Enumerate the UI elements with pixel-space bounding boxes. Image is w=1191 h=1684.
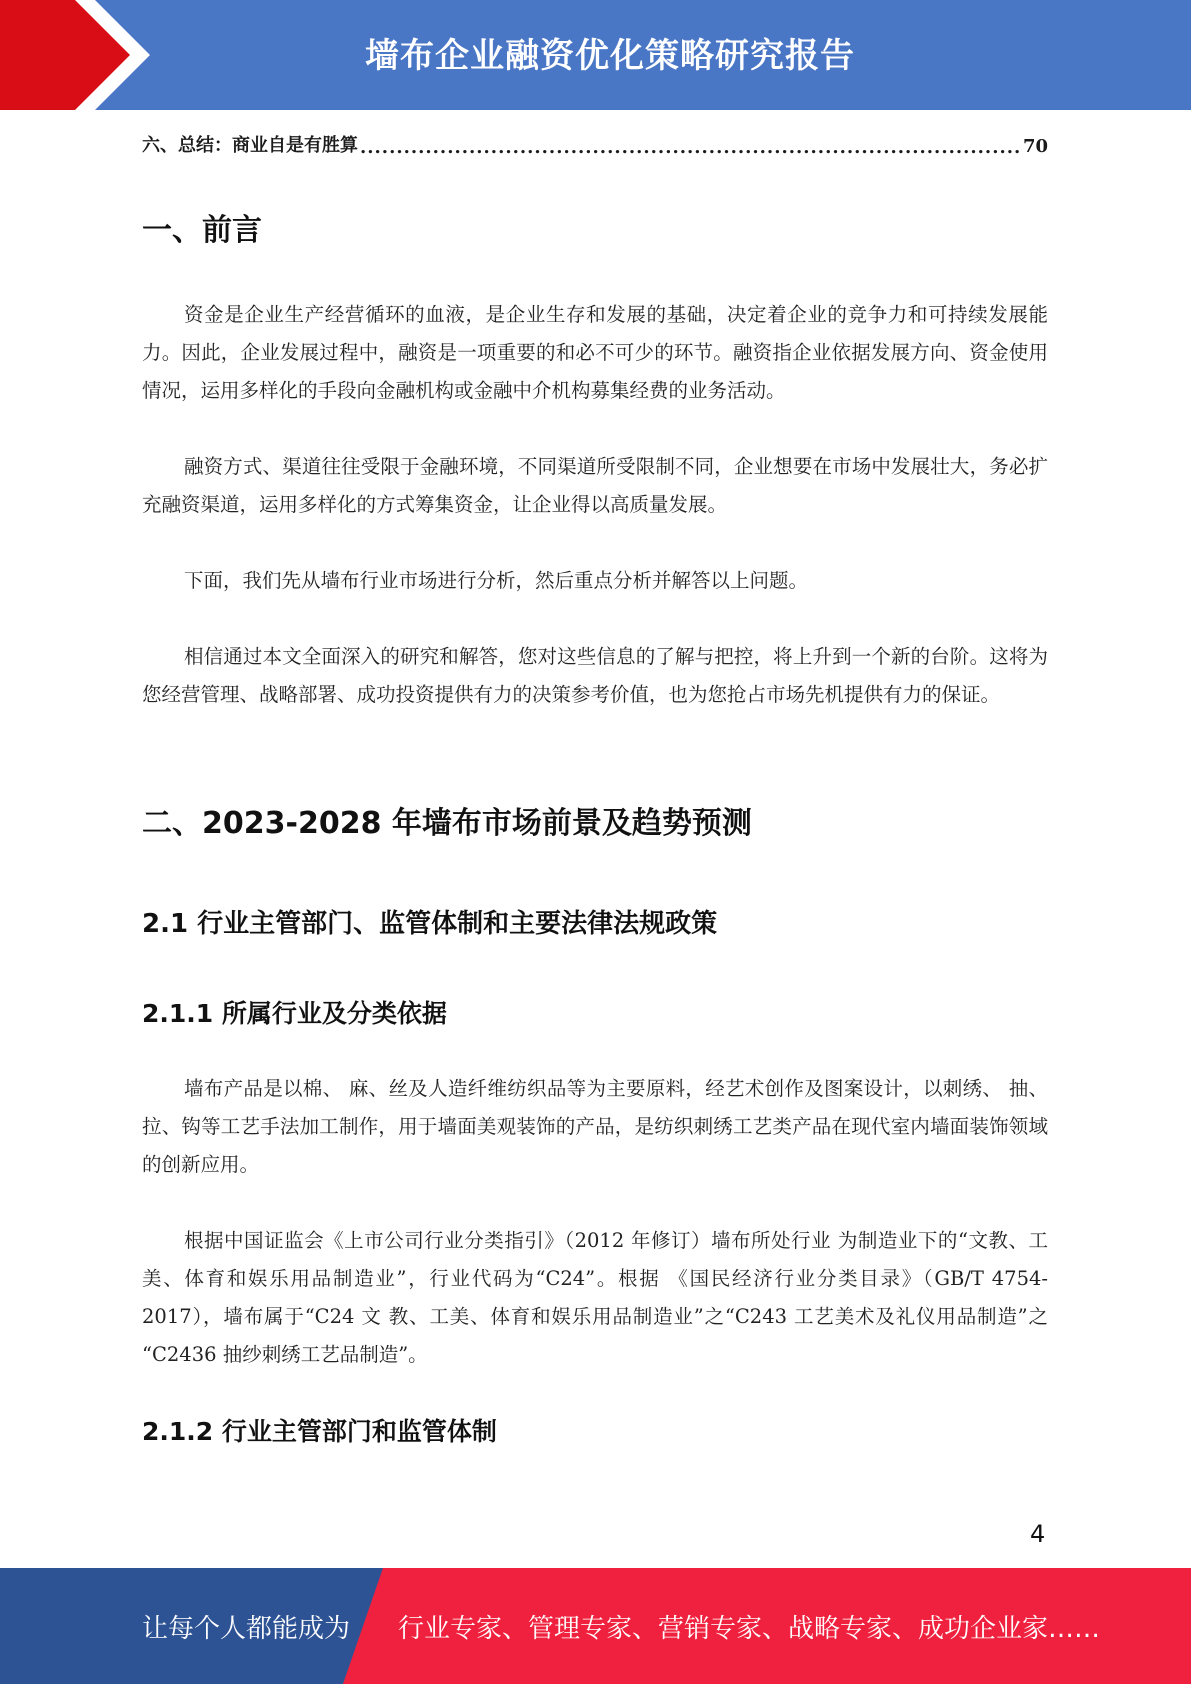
paragraph: 墙布产品是以棉、 麻、丝及人造纤维纺织品等为主要原料，经艺术创作及图案设计，以刺绣、 抽、拉、钩等工艺手法加工制作，用于墙面美观装饰的产品，是纺织刺绣工艺类产品在现代室内墙面装饰领域的创新应用。 (142, 1077, 1048, 1176)
page-number: 4 (1030, 1520, 1046, 1548)
toc-entry-label: 六、总结：商业自是有胜算 (142, 135, 358, 156)
section-heading-2-1: 2.1 行业主管部门、监管体制和主要法律法规政策 (142, 909, 718, 939)
toc-leader-dots (360, 139, 1021, 157)
footer-band (0, 1568, 1191, 1684)
paragraph: 下面，我们先从墙布行业市场进行分析，然后重点分析并解答以上问题。 (184, 569, 809, 592)
section-heading-2-1-1: 2.1.1 所属行业及分类依据 (142, 999, 447, 1028)
paragraph: 相信通过本文全面深入的研究和解答，您对这些信息的了解与把控，将上升到一个新的台阶。这将为您经营管理、战略部署、成功投资提供有力的决策参考价值，也为您抢占市场先机提供有力的保证。 (142, 645, 1048, 706)
footer-slogan-left: 让每个人都能成为 (142, 1614, 351, 1644)
header-band (0, 0, 1191, 110)
paragraph: 融资方式、渠道往往受限于金融环境，不同渠道所受限制不同，企业想要在市场中发展壮大，务必扩充融资渠道，运用多样化的方式筹集资金，让企业得以高质量发展。 (142, 455, 1048, 516)
paragraph: 资金是企业生产经营循环的血液，是企业生存和发展的基础，决定着企业的竞争力和可持续发展能力。因此，企业发展过程中，融资是一项重要的和必不可少的环节。融资指企业依据发展方向、资金使用情况，运用多样化的手段向金融机构或金融中介机构募集经费的业务活动。 (142, 303, 1048, 402)
report-title: 墙布企业融资优化策略研究报告 (365, 36, 855, 76)
toc-entry[interactable] (142, 131, 1048, 157)
footer-slogan-right: 行业专家、管理专家、营销专家、战略专家、成功企业家…… (398, 1614, 1101, 1644)
section-heading-2: 二、2023-2028 年墙布市场前景及趋势预测 (142, 806, 752, 841)
paragraph: 根据中国证监会《上市公司行业分类指引》（2012 年修订）墙布所处行业 为制造业下的“文教、工美、体育和娱乐用品制造业”，行业代码为“C24”。根据 《国民经济行业分类目录》（GB/T 4754-2017），墙布属于“C24 文 教、工美、体育和娱乐用品制造业”之“C243 工艺美术及礼仪用品制造”之 “C2436 抽纱刺绣工艺品制造”。 (142, 1229, 1048, 1366)
section-heading-1: 一、前言 (142, 213, 262, 248)
section-heading-2-1-2: 2.1.2 行业主管部门和监管体制 (142, 1417, 497, 1446)
header-arrow-decoration (0, 0, 160, 110)
toc-entry-page: 70 (1022, 136, 1048, 157)
